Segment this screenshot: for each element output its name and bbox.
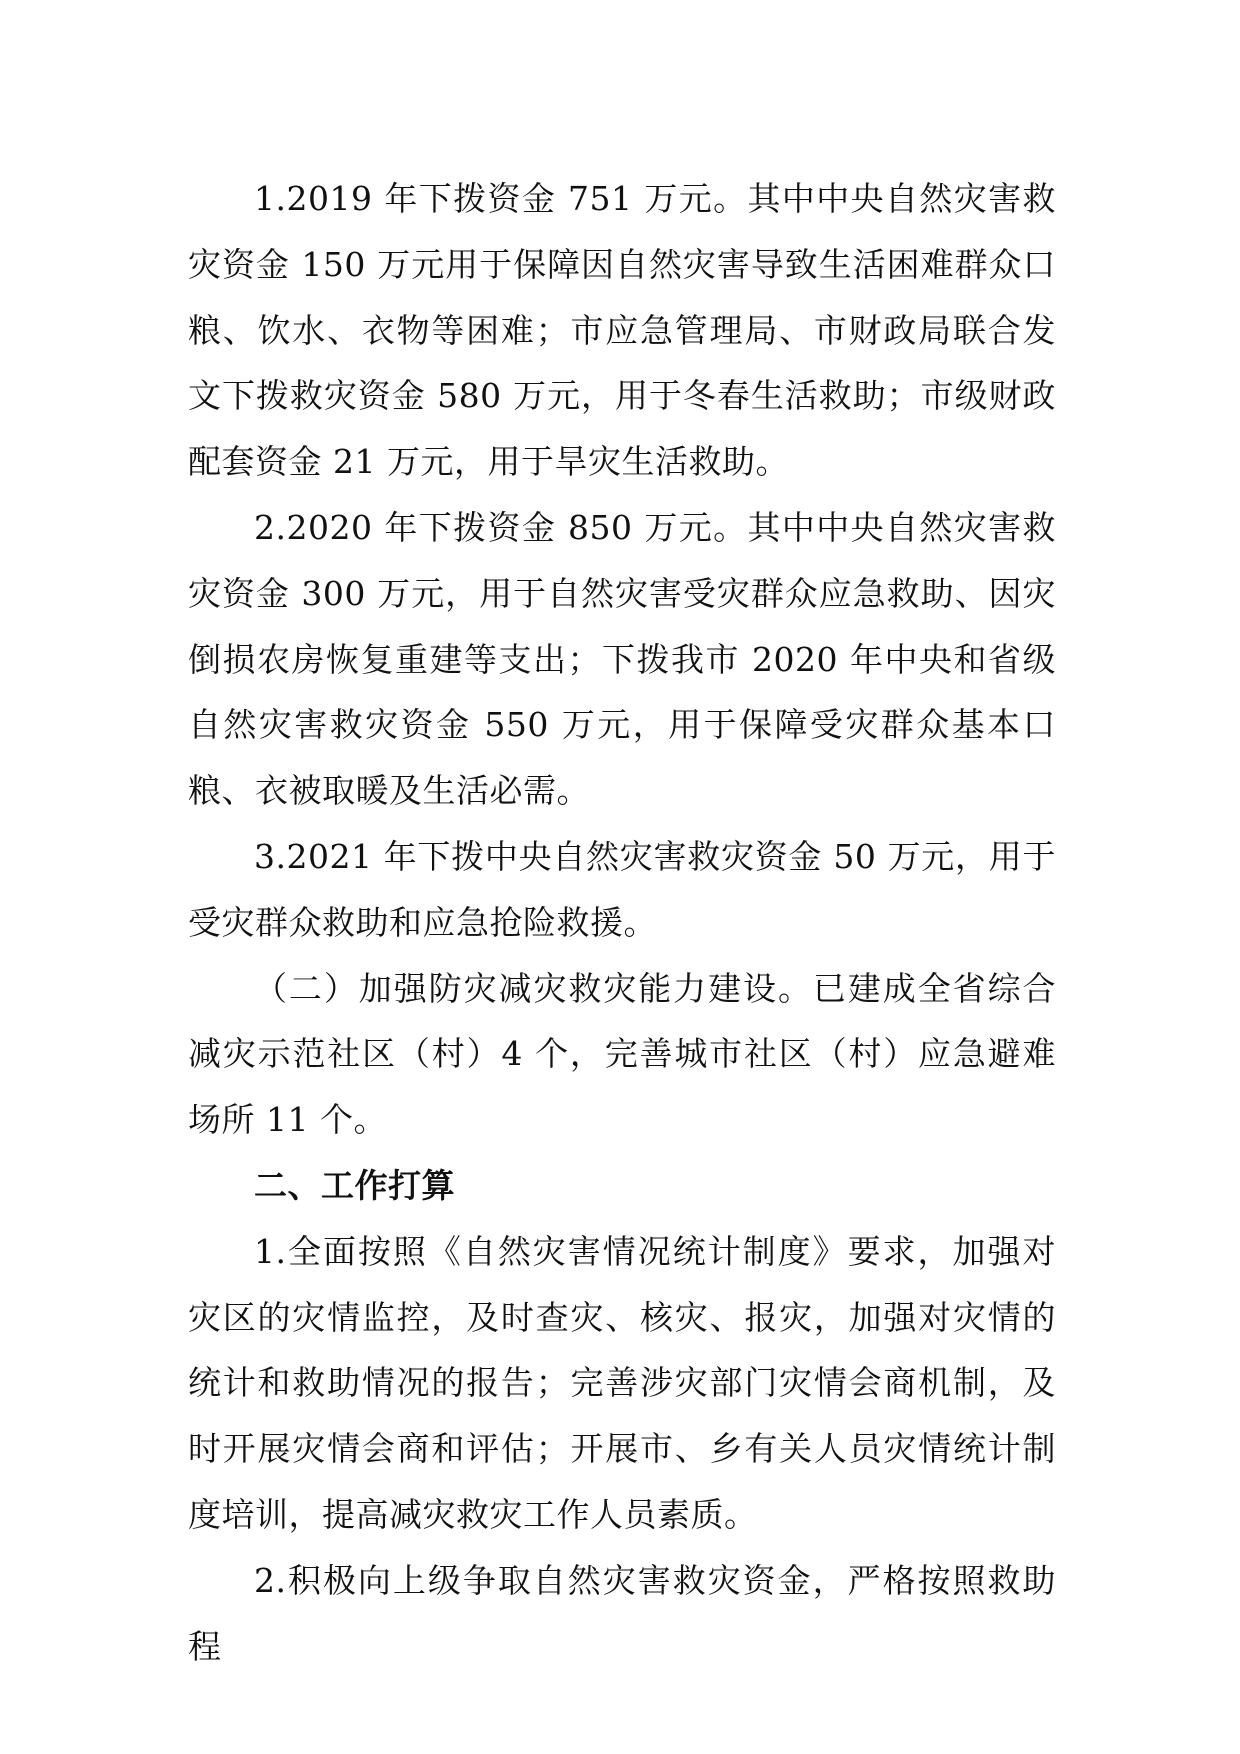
paragraph-capacity-building: （二）加强防灾减灾救灾能力建设。已建成全省综合减灾示范社区（村）4 个，完善城市社区（村）应急避难场所 11 个。: [188, 968, 1056, 1140]
paragraph-plan-statistics: 1.全面按照《自然灾害情况统计制度》要求，加强对灾区的灾情监控，及时查灾、核灾、报灾，加强对灾情的统计和救助情况的报告；完善涉灾部门灾情会商机制，及时开展灾情会商和评估；开展市、乡有关人员灾情统计制度培训，提高减灾救灾工作人员素质。: [188, 1231, 1056, 1534]
paragraph-plan-funding: 2.积极向上级争取自然灾害救灾资金，严格按照救助程: [188, 1560, 1056, 1666]
paragraph-funds-2021: 3.2021 年下拨中央自然灾害救灾资金 50 万元，用于受灾群众救助和应急抢险救援。: [188, 836, 1056, 942]
paragraph-funds-2019: 1.2019 年下拨资金 751 万元。其中中央自然灾害救灾资金 150 万元用于保障因自然灾害导致生活困难群众口粮、饮水、衣物等困难；市应急管理局、市财政局联合发文下拨救灾资金 580 万元，用于冬春生活救助；市级财政配套资金 21 万元，用于旱灾生活救助。: [188, 179, 1056, 482]
section-heading-work-plan: 二、工作打算: [254, 1165, 455, 1205]
paragraph-funds-2020: 2.2020 年下拨资金 850 万元。其中中央自然灾害救灾资金 300 万元，用于自然灾害受灾群众应急救助、因灾倒损农房恢复重建等支出；下拨我市 2020 年中央和省级自然灾害救灾资金 550 万元，用于保障受灾群众基本口粮、衣被取暖及生活必需。: [188, 507, 1056, 811]
document-body: [188, 166, 1056, 1679]
